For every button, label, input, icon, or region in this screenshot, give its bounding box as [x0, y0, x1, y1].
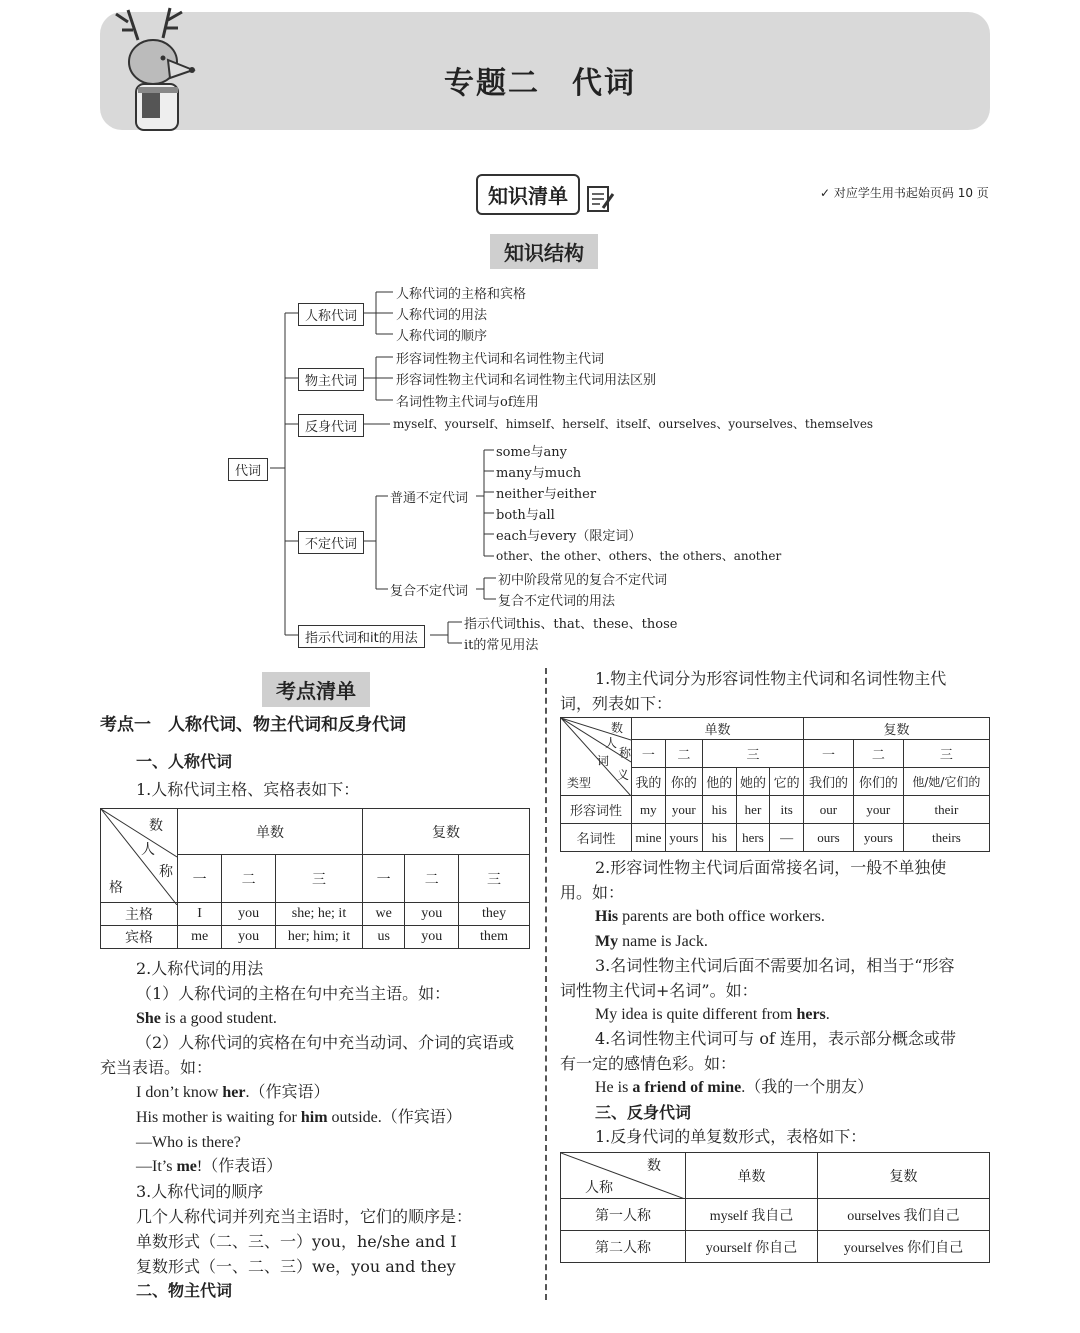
table-cell: me: [178, 926, 222, 949]
exam-points-label: 考点清单: [262, 672, 370, 707]
text: He is: [595, 1079, 633, 1096]
table-cell: —: [770, 824, 804, 852]
table-cell: my: [632, 796, 666, 824]
table-cell: his: [702, 796, 736, 824]
emphasis: His: [595, 908, 619, 925]
corner-label: 词: [597, 754, 610, 768]
paragraph: 单数形式（二、三、一）you，he/she and I: [136, 1232, 457, 1251]
person-cell: 一: [178, 855, 222, 903]
row-label: 第一人称: [561, 1199, 686, 1231]
paragraph: 充当表语。如：: [100, 1058, 213, 1077]
header-cell: 单数: [686, 1153, 818, 1199]
corner-label: 称: [619, 746, 632, 760]
column-divider: [545, 668, 547, 1300]
row-label: 形容词性: [561, 796, 632, 824]
paragraph: 几个人称代词并列充当主语时，它们的顺序是：: [136, 1207, 473, 1226]
example-sentence: [136, 1082, 330, 1104]
table-cell: her: [736, 796, 770, 824]
tree-personal-item: 人称代词的顺序: [396, 329, 488, 344]
person-cell: 三: [459, 855, 530, 903]
table-corner: [561, 718, 632, 796]
person-cell: 二: [405, 855, 459, 903]
table-cell: you: [222, 926, 276, 949]
corner-label: 数: [149, 818, 163, 834]
page-title: 专题二 代词: [444, 66, 636, 101]
tree-root: 代词: [228, 458, 268, 481]
check-circle-icon: ✓: [820, 186, 831, 200]
emphasis: She: [136, 1010, 161, 1027]
tree-reflexive-item: myself、yourself、himself、herself、itself、ourselves、yourselves、themselves: [393, 417, 874, 431]
text: parents are both office workers.: [618, 908, 825, 925]
row-label: 宾格: [101, 926, 178, 949]
corner-label: 人称: [585, 1180, 613, 1196]
text: outside.（作宾语）: [327, 1109, 462, 1126]
tree-reflexive: 反身代词: [298, 414, 364, 437]
row-label: 名词性: [561, 824, 632, 852]
example-sentence: [595, 1004, 830, 1026]
table-row: [561, 824, 990, 852]
paragraph: 复数形式（一、二、三）we，you and they: [136, 1257, 456, 1276]
tree-common-indefinite: 普通不定代词: [390, 491, 469, 506]
meaning-cell: 我的: [632, 768, 666, 796]
paragraph: （1）人称代词的主格在句中充当主语。如：: [136, 984, 451, 1003]
table-cell: ours: [804, 824, 854, 852]
paragraph: 词性物主代词+名词”。如：: [560, 981, 758, 1000]
corner-label: 人: [605, 736, 618, 750]
text: .（作宾语）: [245, 1084, 330, 1101]
emphasis: hers: [796, 1006, 826, 1023]
person-cell: 二: [665, 740, 702, 768]
meaning-cell: 她的: [736, 768, 770, 796]
emphasis: a friend of mine: [632, 1079, 742, 1096]
meaning-cell: 他的: [702, 768, 736, 796]
tree-demonstrative-item: 指示代词this、that、these、those: [464, 617, 678, 632]
table-cell: she; he; it: [276, 903, 363, 926]
tree-demonstrative-item: it的常见用法: [464, 638, 539, 653]
person-cell: 三: [702, 740, 803, 768]
table-cell: myself 我自己: [686, 1199, 818, 1231]
table-cell: I: [178, 903, 222, 926]
table-cell: you: [405, 926, 459, 949]
person-cell: 一: [632, 740, 666, 768]
tree-common-item: other、the other、others、the others、another: [496, 549, 782, 563]
tree-indefinite: 不定代词: [298, 531, 364, 554]
text: His mother is waiting for: [136, 1109, 301, 1126]
emphasis: her: [222, 1084, 246, 1101]
table-cell: yours: [853, 824, 903, 852]
table-row: [101, 903, 530, 926]
row-label: 第二人称: [561, 1231, 686, 1263]
example-sentence: [136, 1156, 282, 1178]
subheading: 一、人称代词: [136, 752, 233, 771]
table-row: [561, 796, 990, 824]
example-sentence: —Who is there?: [136, 1134, 241, 1151]
tree-common-item: each与every（限定词）: [496, 529, 642, 544]
tree-compound-indefinite: 复合不定代词: [390, 584, 469, 599]
text: !（作表语）: [196, 1158, 283, 1175]
emphasis: him: [300, 1109, 328, 1126]
paragraph: 2.人称代词的用法: [136, 959, 264, 978]
example-sentence: [595, 906, 825, 928]
paragraph: （2）人称代词的宾格在句中充当动词、介词的宾语或: [136, 1033, 515, 1052]
row-label: 主格: [101, 903, 178, 926]
meaning-cell: 它的: [770, 768, 804, 796]
meaning-cell: 你们的: [853, 768, 903, 796]
header-cell: 单数: [178, 809, 363, 855]
table-corner: [561, 1153, 686, 1199]
tree-common-item: both与all: [496, 508, 555, 523]
text: is a good student.: [160, 1010, 277, 1027]
personal-pronoun-table: [100, 808, 530, 949]
reflexive-pronoun-table: [560, 1152, 990, 1263]
text: My idea is quite different from: [595, 1006, 797, 1023]
knowledge-structure-label: 知识结构: [490, 234, 598, 269]
tree-personal: 人称代词: [298, 303, 364, 326]
tree-possessive: 物主代词: [298, 368, 364, 391]
meaning-cell: 你的: [665, 768, 702, 796]
possessive-pronoun-table: [560, 717, 990, 852]
person-cell: 二: [853, 740, 903, 768]
header-cell: 单数: [632, 718, 804, 740]
knowledge-list-label: 知识清单: [476, 174, 580, 215]
subheading: 三、反身代词: [595, 1103, 692, 1122]
emphasis: My: [595, 933, 619, 950]
paragraph: 有一定的感情色彩。如：: [560, 1054, 737, 1073]
meaning-cell: 我们的: [804, 768, 854, 796]
table-cell: you: [405, 903, 459, 926]
tree-personal-item: 人称代词的用法: [396, 308, 488, 323]
subheading: 二、物主代词: [136, 1281, 233, 1300]
paragraph: 4.名词性物主代词可与 of 连用，表示部分概念或带: [595, 1029, 956, 1048]
paragraph: 3.人称代词的顺序: [136, 1182, 264, 1201]
table-cell: yourself 你自己: [686, 1231, 818, 1263]
example-sentence: [136, 1107, 462, 1129]
table-cell: their: [903, 796, 989, 824]
paragraph: 1.人称代词主格、宾格表如下：: [136, 780, 360, 799]
tree-demonstrative: 指示代词和it的用法: [298, 625, 425, 648]
table-cell: theirs: [903, 824, 989, 852]
table-cell: his: [702, 824, 736, 852]
table-cell: your: [853, 796, 903, 824]
table-cell: they: [459, 903, 530, 926]
table-cell: yours: [665, 824, 702, 852]
tree-possessive-item: 形容词性物主代词和名词性物主代词: [396, 352, 605, 367]
meaning-cell: 他/她/它们的: [903, 768, 989, 796]
corner-label: 人: [141, 842, 155, 858]
ref-note-text: 对应学生用书起始页码 10 页: [833, 186, 989, 200]
text: .（我的一个朋友）: [741, 1079, 874, 1096]
header-cell: 复数: [363, 809, 530, 855]
table-cell: them: [459, 926, 530, 949]
paragraph: 3.名词性物主代词后面不需要加名词，相当于“形容: [595, 956, 955, 975]
person-cell: 三: [276, 855, 363, 903]
corner-label: 类型: [567, 776, 592, 790]
text: —It’s: [136, 1158, 177, 1175]
table-cell: yourselves 你们自己: [817, 1231, 989, 1263]
table-row: [561, 1199, 990, 1231]
corner-label: 称: [159, 864, 173, 880]
table-cell: us: [363, 926, 405, 949]
corner-label: 数: [611, 721, 624, 735]
table-corner: [101, 809, 178, 903]
tree-personal-item: 人称代词的主格和宾格: [396, 287, 527, 302]
table-cell: you: [222, 903, 276, 926]
table-cell: hers: [736, 824, 770, 852]
tree-compound-item: 复合不定代词的用法: [498, 594, 616, 609]
paragraph: 1.反身代词的单复数形式，表格如下：: [595, 1127, 867, 1146]
person-cell: 一: [363, 855, 405, 903]
tree-compound-item: 初中阶段常见的复合不定代词: [498, 573, 668, 588]
table-cell: our: [804, 796, 854, 824]
tree-possessive-item: 名词性物主代词与of连用: [396, 395, 539, 410]
corner-label: 数: [647, 1158, 661, 1174]
person-cell: 一: [804, 740, 854, 768]
paragraph: 用。如：: [560, 883, 625, 902]
corner-label: 格: [109, 880, 123, 896]
section-heading: 考点一 人称代词、物主代词和反身代词: [100, 715, 406, 735]
text: .: [825, 1006, 830, 1023]
table-cell: we: [363, 903, 405, 926]
table-cell: her; him; it: [276, 926, 363, 949]
person-cell: 二: [222, 855, 276, 903]
table-cell: mine: [632, 824, 666, 852]
person-cell: 三: [903, 740, 989, 768]
example-sentence: [595, 1077, 873, 1099]
paragraph: 2.形容词性物主代词后面常接名词，一般不单独使: [595, 858, 947, 877]
table-row: [101, 926, 530, 949]
paragraph: 1.物主代词分为形容词性物主代词和名词性物主代: [595, 669, 947, 688]
tree-common-item: neither与either: [496, 487, 597, 502]
tree-common-item: many与much: [496, 466, 582, 481]
text: name is Jack.: [618, 933, 708, 950]
table-row: [561, 1231, 990, 1263]
table-cell: ourselves 我们自己: [817, 1199, 989, 1231]
text: I don’t know: [136, 1084, 223, 1101]
header-cell: 复数: [804, 718, 990, 740]
emphasis: me: [176, 1158, 197, 1175]
example-sentence: [136, 1008, 277, 1030]
table-cell: your: [665, 796, 702, 824]
corner-label: 义: [617, 768, 630, 782]
example-sentence: [595, 931, 708, 953]
header-cell: 复数: [817, 1153, 989, 1199]
tree-common-item: some与any: [496, 445, 567, 460]
table-cell: its: [770, 796, 804, 824]
paragraph: 词，列表如下：: [560, 694, 673, 713]
tree-possessive-item: 形容词性物主代词和名词性物主代词用法区别: [396, 373, 657, 388]
